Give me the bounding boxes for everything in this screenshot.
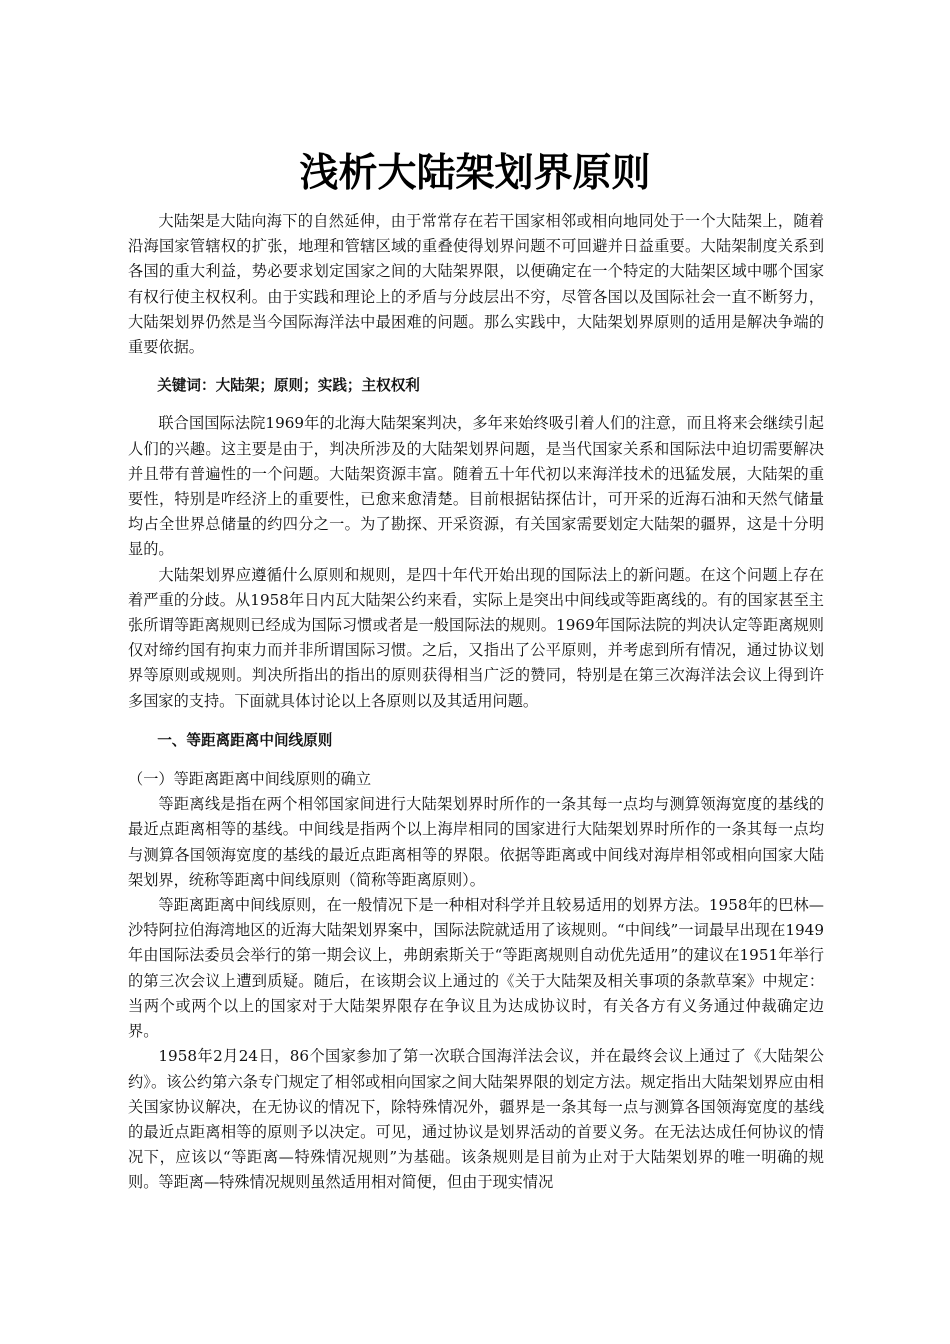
section-1-paragraph-2: 等距离距离中间线原则，在一般情况下是一种相对科学并且较易适用的划界方法。1958年的巴林—沙特阿拉伯海湾地区的近海大陆架划界案中，国际法院就适用了该规则。“中间线”一词最早出现在1949年由国际法委员会举行的第一期会议上，弗朗索斯关于“等距离规则自动优先适用”的建议在1951年举行的第三次会议上遭到质疑。随后，在该期会议上通过的《关于大陆架及相关事项的条款草案》中规定：当两个或两个以上的国家对于大陆架界限存在争议且为达成协议时，有关各方有义务通过仲裁确定边界。 <box>128 896 824 1041</box>
section-1-paragraph-1: 等距离线是指在两个相邻国家间进行大陆架划界时所作的一条其每一点均与测算领海宽度的基线的最近点距离相等的基线。中间线是指两个以上海岸相同的国家进行大陆架划界时所作的一条其每一点均与测算各国领海宽度的基线的最近点距离相等的界限。依据等距离或中间线对海岸相邻或相向国家大陆架划界，统称等距离中间线原则（简称等距离原则）。 <box>128 795 824 889</box>
intro-paragraph-2: 大陆架划界应遵循什么原则和规则，是四十年代开始出现的国际法上的新问题。在这个问题上存在着严重的分歧。从1958年日内瓦大陆架公约来看，实际上是突出中间线或等距离线的。有的国家甚至主张所谓等距离规则已经成为国际习惯或者是一般国际法的规则。1969年国际法院的判决认定等距离规则仅对缔约国有拘束力而并非所谓国际习惯。之后，又指出了公平原则，并考虑到所有情况，通过协议划界等原则或规则。判决所指出的指出的原则获得相当广泛的赞同，特别是在第三次海洋法会议上得到许多国家的支持。下面就具体讨论以上各原则以及其适用问题。 <box>128 565 824 710</box>
subsection-heading-1: （一）等距离距离中间线原则的确立 <box>128 770 371 789</box>
abstract-paragraph: 大陆架是大陆向海下的自然延伸，由于常常存在若干国家相邻或相向地同处于一个大陆架上，随着沿海国家管辖权的扩张，地理和管辖区域的重叠使得划界问题不可回避并日益重要。大陆架制度关系到各国的重大利益，势必要求划定国家之间的大陆架界限，以便确定在一个特定的大陆架区域中哪个国家有权行使主权权利。由于实践和理论上的矛盾与分歧层出不穷，尽管各国以及国际社会一直不断努力，大陆架划界仍然是当今国际海洋法中最困难的问题。那么实践中，大陆架划界原则的适用是解决争端的重要依据。 <box>128 212 824 357</box>
section-heading-1: 一、等距离距离中间线原则 <box>157 731 333 749</box>
keywords-line: 关键词：大陆架；原则；实践；主权权利 <box>157 377 420 395</box>
section-1-paragraph-3: 1958年2月24日，86个国家参加了第一次联合国海洋法会议，并在最终会议上通过了《大陆架公约》。该公约第六条专门规定了相邻或相向国家之间大陆架界限的划定方法。规定指出大陆架划界应由相关国家协议解决，在无协议的情况下，除特殊情况外，疆界是一条其每一点与测算各国领海宽度的基线的最近点距离相等的原则予以决定。可见，通过协议是划界活动的首要义务。在无法达成任何协议的情况下，应该以“等距离—特殊情况规则”为基础。该条规则是目前为止对于大陆架划界的唯一明确的规则。等距离—特殊情况规则虽然适用相对简便，但由于现实情况 <box>128 1047 824 1192</box>
document-body <box>128 209 824 1196</box>
intro-paragraph-1: 联合国国际法院1969年的北海大陆架案判决，多年来始终吸引着人们的注意，而且将来会继续引起人们的兴趣。这主要是由于，判决所涉及的大陆架划界问题，是当代国家关系和国际法中迫切需要解决并且带有普遍性的一个问题。大陆架资源丰富。随着五十年代初以来海洋技术的迅猛发展，大陆架的重要性，特别是咋经济上的重要性，已愈来愈清楚。目前根据钻探估计，可开采的近海石油和天然气储量均占全世界总储量的约四分之一。为了勘探、开采资源，有关国家需要划定大陆架的疆界，这是十分明显的。 <box>128 414 824 559</box>
document-title: 浅析大陆架划界原则 <box>299 151 651 196</box>
